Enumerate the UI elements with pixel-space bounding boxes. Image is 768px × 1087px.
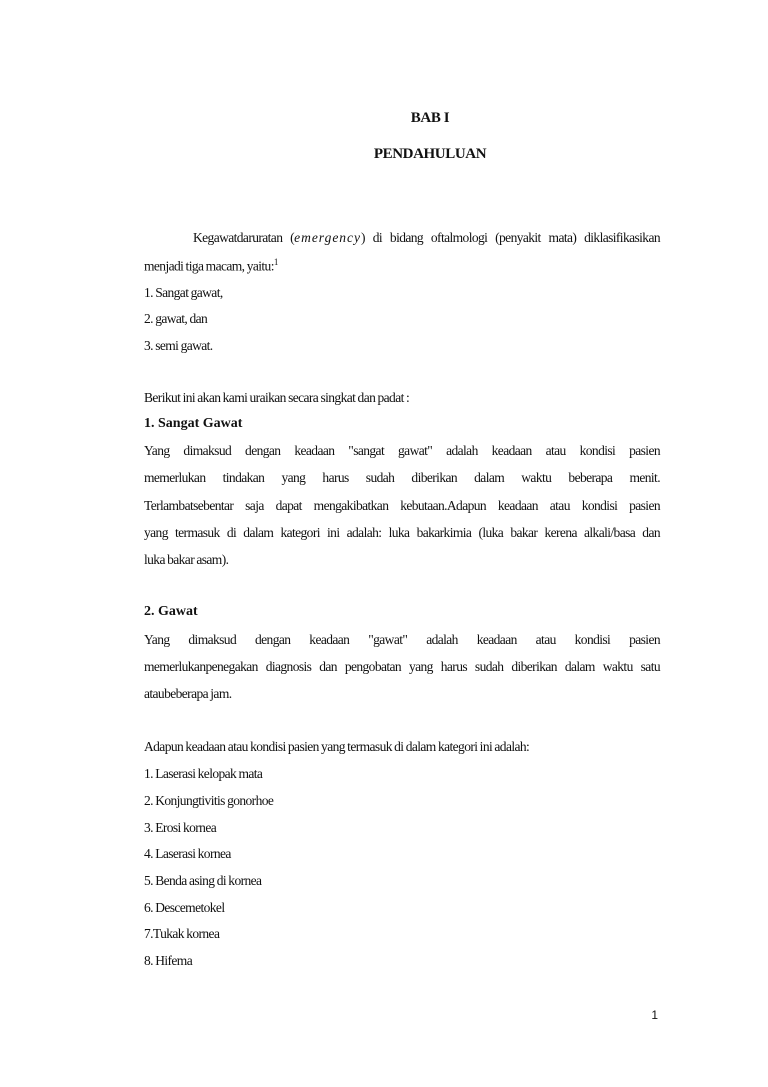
list-item: 4. Laserasi kornea (144, 846, 231, 861)
paragraph-line: memerlukanpenegakan diagnosis dan pengobatan yang harus sudah diberikan dalam waktu satu (144, 659, 660, 674)
list-intro: Adapun keadaan atau kondisi pasien yang termasuk di dalam kategori ini adalah: (144, 739, 530, 754)
list-item: 3. semi gawat. (144, 338, 213, 353)
footnote-reference: 1 (273, 257, 278, 267)
list-item: 6. Descemetokel (144, 900, 225, 915)
paragraph-line: yang termasuk di dalam kategori ini adalah: luka bakarkimia (luka bakar kerena alkali/basa dan (144, 525, 660, 540)
paragraph-line: Terlambatsebentar saja dapat mengakibatkan kebutaan.Adapun keadaan atau kondisi pasien (144, 498, 660, 513)
summary-line: Berikut ini akan kami uraikan secara singkat dan padat : (144, 390, 410, 405)
paragraph-line: ataubeberapa jam. (144, 686, 232, 701)
intro-text-before: Kegawatdaruratan ( (193, 230, 295, 245)
intro-paragraph-line-2 (144, 257, 278, 275)
section-heading-sangat-gawat: 1. Sangat Gawat (144, 416, 243, 431)
paragraph-line: luka bakar asam). (144, 552, 229, 567)
list-item: 7.Tukak kornea (144, 926, 220, 941)
section-heading-gawat: 2. Gawat (144, 604, 198, 619)
intro-line-2-text: menjadi tiga macam, yaitu: (144, 258, 274, 274)
list-item: 8. Hifema (144, 953, 193, 968)
list-item: 3. Erosi kornea (144, 820, 217, 835)
emphasis-term: emergency (294, 230, 362, 245)
page-number: 1 (651, 1008, 658, 1022)
chapter-number: BAB I (410, 110, 450, 126)
list-item: 2. Konjungtivitis gonorhoe (144, 793, 274, 808)
list-item: 2. gawat, dan (144, 311, 208, 326)
paragraph-line: Yang dimaksud dengan keadaan "gawat" adalah keadaan atau kondisi pasien (144, 632, 660, 647)
paragraph-line: Yang dimaksud dengan keadaan "sangat gawat" adalah keadaan atau kondisi pasien (144, 443, 660, 458)
list-item: 1. Sangat gawat, (144, 285, 223, 300)
list-item: 1. Laserasi kelopak mata (144, 766, 263, 781)
chapter-title: PENDAHULUAN (373, 146, 487, 162)
intro-paragraph-line-1 (193, 230, 660, 246)
intro-text-after: ) di bidang oftalmologi (penyakit mata) diklasifikasikan (361, 230, 660, 245)
paragraph-line: memerlukan tindakan yang harus sudah diberikan dalam waktu beberapa menit. (144, 470, 660, 485)
list-item: 5. Benda asing di kornea (144, 873, 262, 888)
